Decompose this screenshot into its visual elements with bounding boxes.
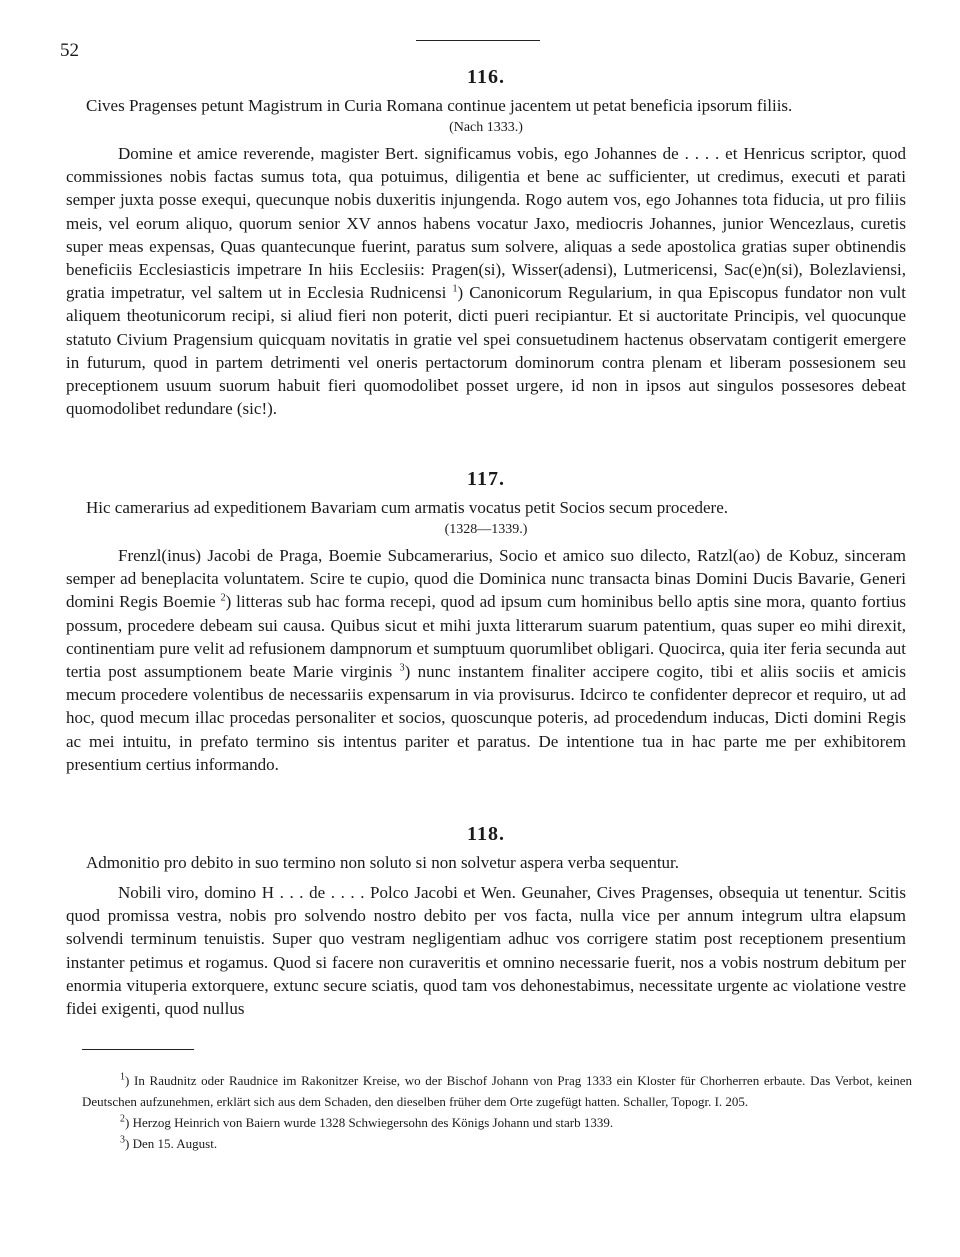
document-number: 116. <box>467 66 505 88</box>
footnote-reference: 3 <box>399 662 405 674</box>
document-text-part: ) Canonicorum Regularium, in qua Episcopus fundator non vult aliquem theotunicorum recipi, si aliud fieri non poterit, dicti pueri recipiantur. Et si auctoritate Principis, vel quocunque statuto Civium Pragensium quicquam novitatis in gratie vel spei consuetudinem hactenus observatam contigerit emergere in futurum, quod in partem detrimenti vel oneris pertactorum dominorum contra plenam et liberam possesionem seu preceptionem usuum suorum habuit fieri quomodolibet posset urgere, id non in ipsos aut singulos possesores debeat quomodolibet redundare (sic!). <box>66 283 906 419</box>
document-text <box>66 544 906 776</box>
footnote-reference: 1 <box>452 283 458 295</box>
document-text-part: Frenzl(inus) Jacobi de Praga, Boemie Subcamerarius, Socio et amico suo dilecto, Ratzl(ao) de Kobuz, sinceram semper ad beneplacita voluntatem. Scire te cupio, quod die Dominica nunc transacta binas Domini Ducis Bavarie, Generi domini Regis Boemie <box>66 546 906 612</box>
footnote <box>82 1070 912 1112</box>
document-116 <box>66 66 906 420</box>
footnote <box>82 1112 912 1133</box>
footnote-text: ) Den 15. August. <box>125 1136 218 1151</box>
document-118 <box>66 823 906 1020</box>
document-date: (1328—1339.) <box>444 522 528 537</box>
footnote <box>82 1133 912 1154</box>
document-text: Nobili viro, domino H . . . de . . . . Polco Jacobi et Wen. Geunaher, Cives Pragenses, obsequia ut tenentur. Scitis quod promissa vestra, nobis pro solvendo nostro debito per vos facta, nulla vice per annum integrum ultra elapsum solvendi terminum tenuistis. Super quo vestram negligentiam adhuc vos corrigere statim post receptionem presentium instanter petimus et rogamus. Quod si facere non curaveritis et omnino necessarie fuerit, nos a vobis nostrum debitum per enormia vituperia extorquere, extunc secure sciatis, quod tam vos dehonestabimus, necessitate urgente ac violatione vestre fidei exigenti, quod nullus <box>66 883 906 1019</box>
document-summary: Hic camerarius ad expeditionem Bavariam cum armatis vocatus petit Socios secum procedere. <box>86 498 728 517</box>
document-117 <box>66 468 906 776</box>
footnote-text: ) Herzog Heinrich von Baiern wurde 1328 Schwiegersohn des Königs Johann und starb 1339. <box>125 1115 614 1130</box>
document-number: 118. <box>467 823 505 845</box>
document-text-part: ) litteras sub hac forma recepi, quod ad ipsum cum hominibus bello aptis sine mora, quanto fortius possum, procedere debeam sui causa. Quibus sicut et mihi juxta litterarum suarum patentium, quas super eo mihi direxit, continentiam pure velit ad refusionem dampnorum et sumptuum quorumlibet obligari. Quocirca, quia iter feria secunda aut tertia post assumptionem beate Marie virginis <box>66 592 906 682</box>
footnote-rule <box>82 1049 194 1050</box>
document-text <box>66 142 906 420</box>
footnote-text: ) In Raudnitz oder Raudnice im Rakonitzer Kreise, wo der Bischof Johann von Prag 1333 ein Kloster für Chorherren erbaute. Das Verbot, keinen Deutschen aufzunehmen, erklärt sich aus dem Schaden, den dieselben früher dem Orte zugefügt hatten. Schaller, Topogr. I. 205. <box>82 1073 912 1109</box>
document-text-part: ) nunc instantem finaliter accipere cogito, tibi et aliis sociis et amicis mecum procedere volentibus de necessariis expensarum in via provisurus. Idcirco te confidenter deprecor et requiro, ut ad hoc, quod mecum illac procedas personaliter et socios, quoscunque poteris, ad procedendum inducas, Dicti domini Regis ac mei intuitu, in prefato termino sis intentus pariter et paratus. De intentione tua in hac parte me per exhibitorem presentium certius informando. <box>66 662 906 774</box>
footnote-reference: 2 <box>220 592 226 604</box>
document-date: (Nach 1333.) <box>449 120 523 135</box>
header-rule <box>416 40 540 41</box>
document-text-part: Domine et amice reverende, magister Bert. significamus vobis, ego Johannes de . . . . et Henricus scriptor, quod commissiones nobis factas sumus tota, qua potuimus, diligentia et bene ac sufficienter, ut credimus, executi et parati semper juxta posse exequi, quecunque nobis duxeritis injungenda. Rogo autem vos, ego Johannes tota fiducia, ut pro filiis meis, vel eorum aliquo, quorum senior XV annos habens vocatur Jaxo, mediocris Johannes, junior Wencezlaus, curetis super meas expensas, Quas quantecunque fuerint, paratus sum solvere, aliquas a sede apostolica gratias super obtinendis beneficiis Ecclesiasticis impetrare In hiis Ecclesiis: Pragen(si), Wisser(adensi), Lutmericensi, Sac(e)n(si), Bolezlaviensi, gratia impetratur, vel saltem ut in Ecclesia Rudnicensi <box>66 144 906 303</box>
page-number: 52 <box>60 40 79 61</box>
footnote-mark: 1 <box>120 1071 125 1083</box>
document-summary: Cives Pragenses petunt Magistrum in Curia Romana continue jacentem ut petat beneficia ipsorum filiis. <box>86 96 793 115</box>
footnote-mark: 2 <box>120 1113 125 1125</box>
footnotes <box>82 1070 912 1154</box>
footnote-mark: 3 <box>120 1134 125 1146</box>
document-number: 117. <box>467 468 505 490</box>
document-summary: Admonitio pro debito in suo termino non soluto si non solvetur aspera verba sequentur. <box>86 853 680 872</box>
